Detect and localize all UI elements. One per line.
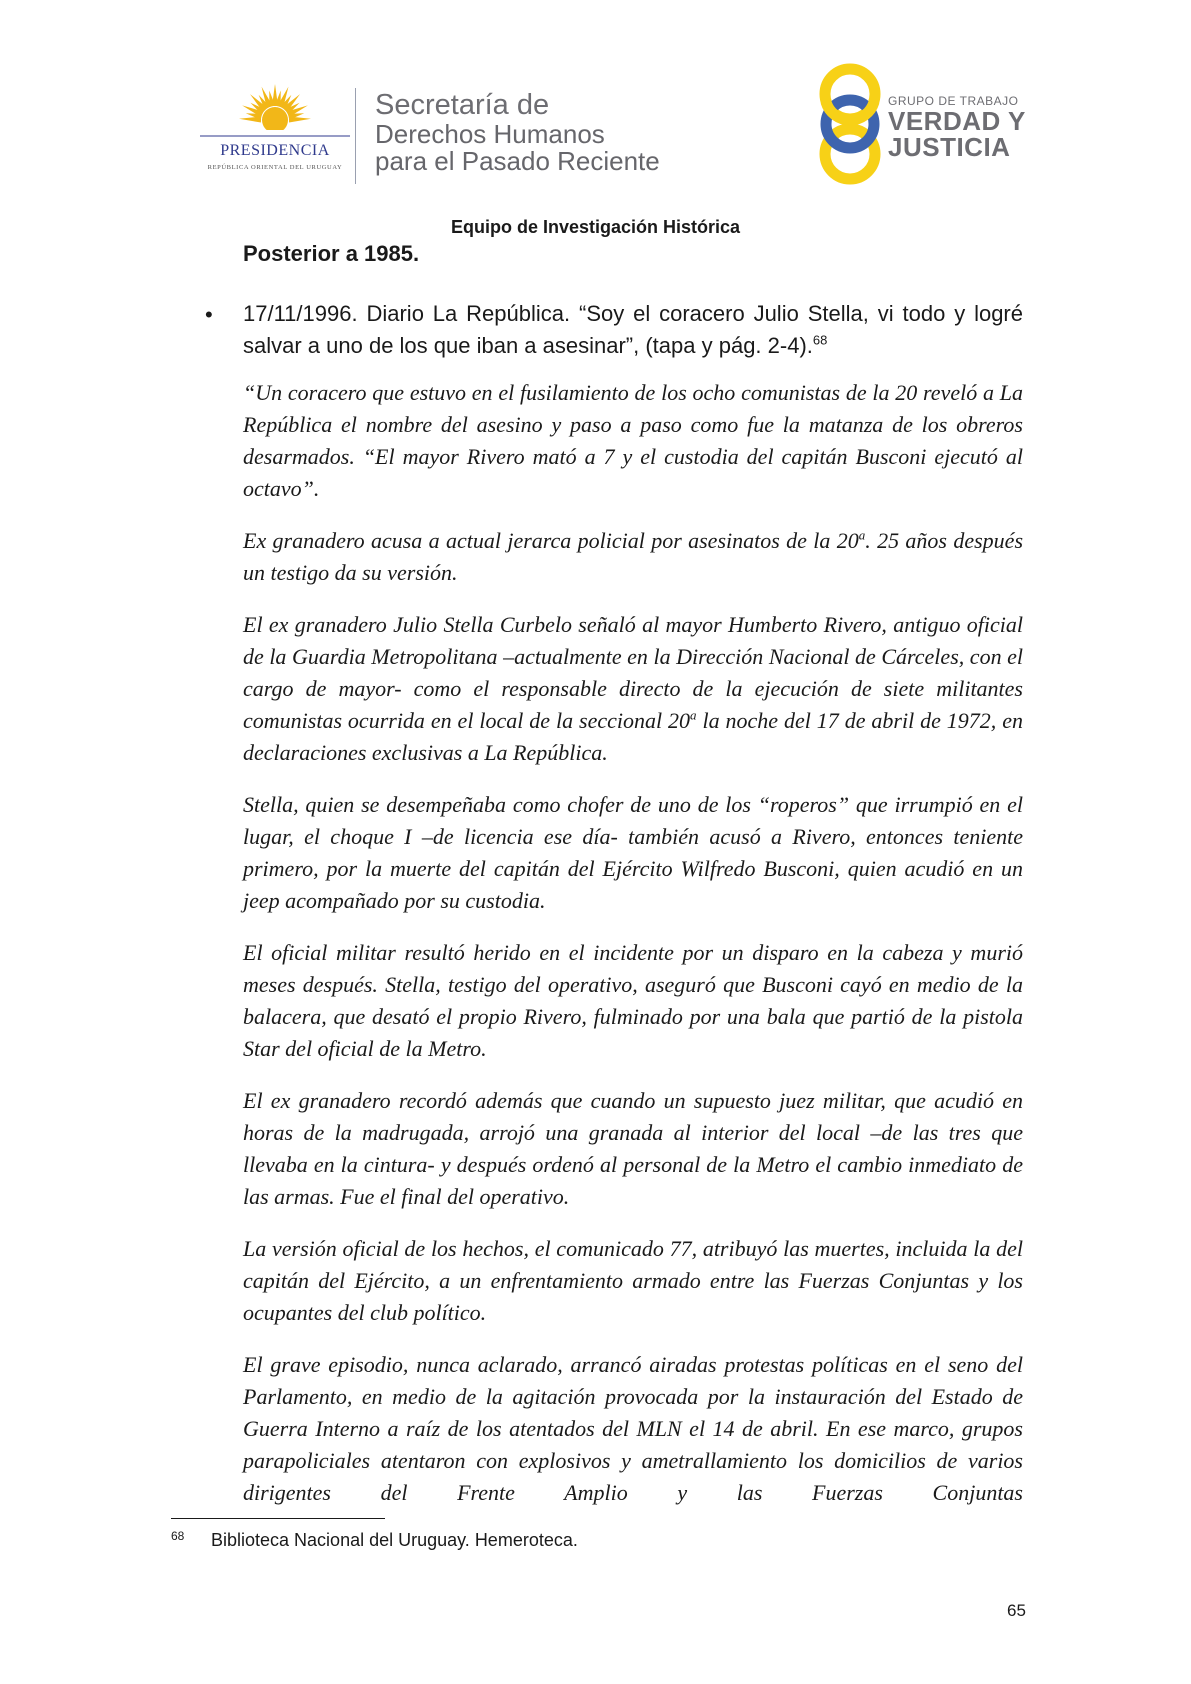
grupo-label: GRUPO DE TRABAJO xyxy=(888,94,1019,108)
section-heading: Posterior a 1985. xyxy=(243,241,420,266)
quote-paragraph: El oficial militar resultó herido en el incidente por un disparo en la cabeza y murió meses después. Stella, testigo del operativo, aseguró que Busconi cayó en medio de la balacera, que desató el propio Rivero, fulminado por una bala que partió de la pistola Star del oficial de la Metro. xyxy=(243,940,1023,1061)
quote-paragraph: La versión oficial de los hechos, el comunicado 77, atribuyó las muertes, incluida la del capitán del Ejército, a un enfrentamiento armado entre las Fuerzas Conjuntas y los ocupantes del club político. xyxy=(243,1236,1023,1325)
presidencia-label: PRESIDENCIA xyxy=(220,142,330,159)
bullet-icon: • xyxy=(205,302,213,327)
bullet-item xyxy=(243,298,1023,362)
verdad-label: VERDAD Y xyxy=(888,106,1026,136)
footnote-number: 68 xyxy=(171,1529,185,1543)
sun-emblem-icon xyxy=(195,80,355,144)
quote-paragraph: “Un coracero que estuvo en el fusilamiento de los ocho comunistas de la 20 reveló a La República el nombre del asesino y paso a paso como fue la matanza de los obreros desarmados. “El mayor Rivero mató a 7 y el custodia del capitán Busconi ejecutó al octavo”. xyxy=(243,380,1023,501)
secretaria-line3: para el Pasado Reciente xyxy=(375,146,660,176)
quote-paragraph: Stella, quien se desempeñaba como chofer de uno de los “roperos” que irrumpió en el lugar, el choque I –de licencia ese día- también acusó a Rivero, entonces teniente primero, por la muerte del capitán del Ejército Wilfredo Busconi, quien acudió en un jeep acompañado por su custodia. xyxy=(243,792,1023,913)
justicia-label: JUSTICIA xyxy=(888,132,1011,162)
secretaria-line2: Derechos Humanos xyxy=(375,119,605,149)
quote-paragraph: Ex granadero acusa a actual jerarca policial por asesinatos de la 20$^a$. 25 años después un testigo da su versión. xyxy=(243,527,1023,585)
quote-paragraph: El ex granadero recordó además que cuando un supuesto juez militar, que acudió en horas de la madrugada, arrojó una granada al interior del local –de las tres que llevaba en la cintura- y después ordenó al personal de la Metro el cambio inmediato de las armas. Fue el final del operativo. xyxy=(243,1088,1023,1209)
secretaria-title xyxy=(375,90,660,175)
header-divider xyxy=(355,88,356,184)
republica-label: REPÚBLICA ORIENTAL DEL URUGUAY xyxy=(207,164,343,171)
verdad-justicia-text xyxy=(888,94,1026,160)
page-number: 65 xyxy=(1007,1601,1026,1620)
secretaria-line1: Secretaría de xyxy=(375,89,550,121)
quote-paragraph: El ex granadero Julio Stella Curbelo señaló al mayor Humberto Rivero, antiguo oficial de la Guardia Metropolitana –actualmente en la Dirección Nacional de Cárceles, con el cargo de mayor- como el responsable directo de la ejecución de siete militantes comunistas ocurrida en el local de la seccional 20$^a$ la noche del 17 de abril de 1972, en declaraciones exclusivas a La República. xyxy=(243,612,1023,765)
footnote-ref[interactable]: 68 xyxy=(812,332,828,348)
footnote-separator xyxy=(171,1518,385,1519)
page-subheader: Equipo de Investigación Histórica xyxy=(450,217,741,237)
presidencia-logo xyxy=(195,80,355,180)
quoted-article xyxy=(243,377,1023,1529)
quote-paragraph: El grave episodio, nunca aclarado, arrancó airadas protestas políticas en el seno del Parlamento, en medio de la agitación provocada por la instauración del Estado de Guerra Interno a raíz de los atentados del MLN el 14 de abril. En ese marco, grupos parapoliciales atentaron con explosivos y ametrallamiento los domicilios de varios dirigentes del Frente Amplio y las Fuerzas Conjuntas xyxy=(243,1352,1023,1505)
bullet-text: 17/11/1996. Diario La República. “Soy el coracero Julio Stella, vi todo y logré salvar a uno de los que iban a asesinar”, (tapa y pág. 2-4). xyxy=(243,301,1023,358)
footnote-text: Biblioteca Nacional del Uruguay. Hemeroteca. xyxy=(211,1530,578,1550)
